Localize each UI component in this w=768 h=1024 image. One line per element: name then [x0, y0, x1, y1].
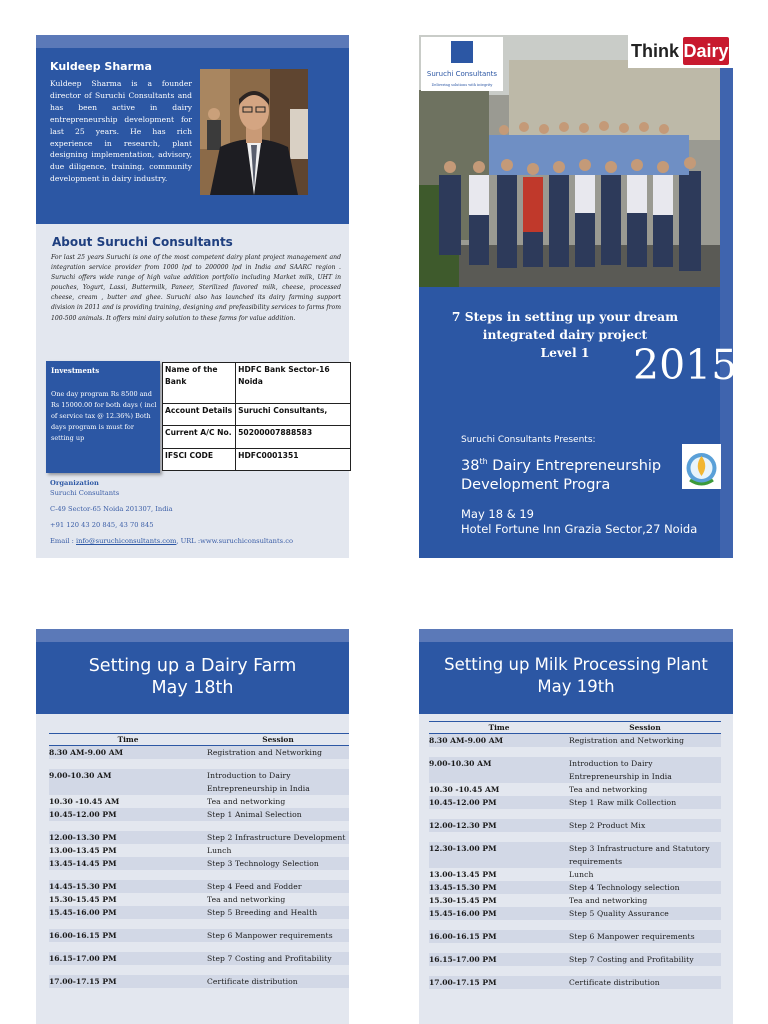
org-contact — [50, 534, 345, 548]
session-time — [49, 919, 207, 929]
day2-title: Setting up Milk Processing Plant — [444, 655, 708, 674]
table-row — [429, 894, 721, 907]
email-label: Email : — [50, 537, 76, 545]
org-title: Organization — [50, 479, 99, 487]
bio-name: Kuldeep Sharma — [50, 60, 152, 73]
email-link[interactable]: info@suruchiconsultants.com — [76, 537, 177, 545]
session-time — [429, 920, 569, 930]
session-title: Step 1 Animal Selection — [207, 808, 349, 821]
session-title: Registration and Networking — [569, 734, 721, 748]
logo-name: Suruchi Consultants — [426, 70, 498, 78]
top-strip — [36, 35, 349, 48]
table-row — [429, 943, 721, 953]
table-row — [429, 868, 721, 881]
table-row — [429, 881, 721, 894]
session-title: Step 4 Technology selection — [569, 881, 721, 894]
table-row — [49, 870, 349, 880]
table-row — [49, 759, 349, 769]
session-title — [207, 759, 349, 769]
bank-label: Current A/C No. — [163, 426, 236, 449]
session-time: 13.00-13.45 PM — [429, 870, 497, 879]
session-time: 16.00-16.15 PM — [429, 930, 569, 943]
day2-date: May 19th — [537, 677, 615, 696]
event-venue: Hotel Fortune Inn Grazia Sector,27 Noida — [461, 522, 698, 536]
session-title — [569, 809, 721, 819]
logo-tagline: Delivering solutions with integrity — [431, 83, 493, 87]
investments-text: One day program Rs 8500 and Rs 15000.00 for both days ( incl of service tax @ 12.36%) Both days program is must for setting up — [51, 390, 157, 442]
session-time — [429, 966, 569, 976]
session-time — [429, 747, 569, 757]
table-row — [429, 907, 721, 920]
session-time: 16.15-17.00 PM — [49, 952, 207, 965]
session-title: Step 6 Manpower requirements — [207, 929, 349, 942]
table-row — [429, 832, 721, 842]
session-time: 15.45-16.00 PM — [49, 906, 207, 919]
table-row — [429, 976, 721, 989]
session-title: Step 2 Infrastructure Development — [207, 831, 349, 844]
session-title: Step 3 Infrastructure and Statutory requirements — [569, 842, 721, 868]
session-title: Step 7 Costing and Profitability — [207, 952, 349, 965]
presents-line: Suruchi Consultants Presents: — [461, 435, 596, 445]
program-level: Level 1 — [540, 345, 590, 360]
session-time: 15.30-15.45 PM — [429, 896, 497, 905]
bank-row — [163, 448, 351, 471]
session-time: 13.00-13.45 PM — [49, 846, 117, 855]
table-row — [49, 919, 349, 929]
edition-suffix: th — [479, 457, 488, 466]
session-time: 13.45-15.30 PM — [429, 881, 569, 894]
time-column-header: Time — [49, 734, 207, 746]
day2-schedule-panel — [419, 629, 733, 1024]
session-title: Lunch — [569, 870, 594, 879]
year: 2015 — [633, 341, 738, 389]
session-time: 12.00-13.30 PM — [49, 831, 207, 844]
table-row — [49, 769, 349, 795]
session-time: 16.00-16.15 PM — [49, 929, 207, 942]
program-emblem — [682, 444, 721, 489]
about-text: For last 25 years Suruchi is one of the most competent dairy plant project management and integration service provider from 1000 lpd to 200000 lpd in India and SAARC region . Suruchi offers wide range of high value addition portfolio including Market milk, UHT in pouches, Yogurt, Lassi, Buttermilk, Paneer, Sterilized flavored milk, cheese, processed cheese, cream , butter and ghee. Suruchi also has launched its dairy farming support division in 2011 and is providing training, designing and prefeasibility services to farms from 100-500 animals. It offers mini dairy solution to these farms for value addition. — [51, 254, 341, 322]
session-time: 17.00-17.15 PM — [49, 975, 207, 988]
bank-label: IFSCI CODE — [163, 448, 236, 471]
group-photo — [419, 35, 720, 287]
session-title — [569, 966, 721, 976]
bio-box — [36, 48, 349, 224]
edition-title — [461, 452, 671, 495]
table-row — [429, 734, 721, 748]
bank-label: Account Details — [163, 403, 236, 426]
table-row — [49, 746, 349, 760]
milk-drop-icon — [682, 444, 721, 489]
session-title: Step 3 Technology Selection — [207, 857, 349, 870]
table-row — [429, 966, 721, 976]
day1-title: Setting up a Dairy Farm — [88, 656, 297, 676]
session-column-header: Session — [569, 722, 721, 734]
time-column-header: Time — [429, 722, 569, 734]
table-row — [429, 819, 721, 832]
portrait-illustration — [200, 69, 308, 195]
bio-text: Kuldeep Sharma is a founder director of Suruchi Consultants and has been active in dairy entrepreneurship development for last 25 years. He has rich experience in research, plant designing implementation, advisory, due diligence, training, community development in dairy industry. — [50, 79, 192, 184]
session-time: 8.30 AM-9.00 AM — [49, 746, 207, 760]
bank-value: HDFC0001351 — [236, 448, 351, 471]
table-row — [49, 821, 349, 831]
session-title: Introduction to Dairy Entrepreneurship in India — [207, 769, 349, 795]
top-strip — [36, 629, 349, 642]
table-row — [429, 796, 721, 809]
day2-header — [419, 642, 733, 714]
day1-schedule-table — [49, 733, 349, 988]
bank-row — [163, 363, 351, 404]
session-title: Tea and networking — [569, 896, 648, 905]
table-row — [429, 747, 721, 757]
session-title: Step 5 Breeding and Health — [207, 906, 349, 919]
session-title: Lunch — [207, 846, 232, 855]
session-time: 10.30 -10.45 AM — [429, 785, 500, 794]
table-row — [49, 844, 349, 857]
table-row — [429, 920, 721, 930]
event-dates: May 18 & 19 — [461, 507, 534, 521]
dairy-text: Dairy — [683, 37, 729, 65]
session-time — [429, 809, 569, 819]
session-time — [429, 832, 569, 842]
org-phone: +91 120 43 20 845, 43 70 845 — [50, 521, 154, 529]
event-details — [461, 507, 697, 537]
session-column-header: Session — [207, 734, 349, 746]
session-title: Step 2 Product Mix — [569, 819, 721, 832]
session-time — [49, 759, 207, 769]
session-title: Tea and networking — [207, 895, 286, 904]
think-text: Think — [631, 41, 679, 61]
session-time: 13.45-14.45 PM — [49, 857, 207, 870]
session-time: 9.00-10.30 AM — [429, 757, 569, 783]
session-time: 8.30 AM-9.00 AM — [429, 734, 569, 748]
day1-schedule-panel — [36, 629, 349, 1024]
session-time — [49, 942, 207, 952]
day1-rows — [49, 746, 349, 989]
edition-number: 38 — [461, 457, 480, 474]
session-title — [569, 832, 721, 842]
table-row — [49, 880, 349, 893]
about-title: About Suruchi Consultants — [52, 235, 233, 249]
session-title — [207, 870, 349, 880]
session-title: Tea and networking — [207, 797, 286, 806]
session-title — [207, 942, 349, 952]
bio-panel — [36, 35, 349, 558]
session-title: Certificate distribution — [207, 975, 349, 988]
investments-title: Investments — [51, 366, 100, 375]
session-title: Registration and Networking — [207, 746, 349, 760]
session-title: Step 5 Quality Assurance — [569, 907, 721, 920]
logo-mark-icon — [451, 41, 473, 63]
bank-value: 50200007888583 — [236, 426, 351, 449]
table-header-row — [49, 734, 349, 746]
day2-rows — [429, 734, 721, 990]
org-name: Suruchi Consultants — [50, 489, 120, 497]
bank-row — [163, 426, 351, 449]
edition-rest: Dairy Entrepreneurship Development Progra — [461, 457, 662, 493]
org-address: C-49 Sector-65 Noida 201307, India — [50, 505, 173, 513]
session-title: Step 7 Costing and Profitability — [569, 953, 721, 966]
day2-schedule-table — [429, 721, 721, 989]
session-time — [49, 821, 207, 831]
session-time: 12.00-12.30 PM — [429, 819, 569, 832]
session-title — [569, 920, 721, 930]
session-title — [207, 965, 349, 975]
session-time: 10.45-12.00 PM — [429, 796, 569, 809]
session-time — [49, 870, 207, 880]
session-title: Certificate distribution — [569, 976, 721, 989]
bank-value: Suruchi Consultants, — [236, 403, 351, 426]
day1-date: May 18th — [151, 678, 234, 698]
suruchi-logo — [421, 37, 503, 91]
table-row — [429, 757, 721, 783]
day1-header — [36, 642, 349, 714]
bank-row — [163, 403, 351, 426]
table-header-row — [429, 722, 721, 734]
session-title — [207, 919, 349, 929]
edge-bar — [720, 68, 733, 558]
table-row — [429, 930, 721, 943]
session-time — [429, 943, 569, 953]
session-title — [569, 747, 721, 757]
session-time: 12.30-13.00 PM — [429, 842, 569, 868]
session-title: Tea and networking — [569, 785, 648, 794]
think-dairy-logo — [628, 35, 733, 68]
table-row — [429, 953, 721, 966]
session-time: 9.00-10.30 AM — [49, 769, 207, 795]
table-row — [49, 975, 349, 988]
session-time: 10.30 -10.45 AM — [49, 797, 120, 806]
session-time: 17.00-17.15 PM — [429, 976, 569, 989]
session-title — [207, 821, 349, 831]
session-title: Introduction to Dairy Entrepreneurship in India — [569, 757, 721, 783]
top-strip — [419, 629, 733, 642]
table-row — [429, 809, 721, 819]
table-row — [49, 952, 349, 965]
table-row — [49, 965, 349, 975]
session-title: Step 4 Feed and Fodder — [207, 880, 349, 893]
table-row — [49, 929, 349, 942]
program-title-line: 7 Steps in setting up your dream — [451, 309, 679, 324]
session-time: 10.45-12.00 PM — [49, 808, 207, 821]
session-time: 16.15-17.00 PM — [429, 953, 569, 966]
cover-panel — [419, 35, 738, 558]
table-row — [49, 893, 349, 906]
bank-label: Name of the Bank — [163, 363, 236, 404]
investments-box — [46, 361, 160, 473]
session-time: 15.45-16.00 PM — [429, 907, 569, 920]
organization-block — [50, 476, 345, 548]
bank-value: HDFC Bank Sector-16 Noida — [236, 363, 351, 404]
session-title: Step 6 Manpower requirements — [569, 930, 721, 943]
table-row — [49, 942, 349, 952]
session-title — [569, 943, 721, 953]
table-row — [49, 906, 349, 919]
session-time — [49, 965, 207, 975]
org-url: , URL :www.suruchiconsultants.co — [176, 537, 294, 545]
session-time: 14.45-15.30 PM — [49, 880, 207, 893]
session-title: Step 1 Raw milk Collection — [569, 796, 721, 809]
table-row — [49, 831, 349, 844]
portrait-photo — [200, 69, 308, 195]
table-row — [49, 857, 349, 870]
table-row — [429, 783, 721, 796]
bank-details-table — [162, 362, 351, 471]
session-time: 15.30-15.45 PM — [49, 895, 117, 904]
program-title-line: integrated dairy project — [482, 327, 648, 342]
table-row — [49, 795, 349, 808]
table-row — [429, 842, 721, 868]
table-row — [49, 808, 349, 821]
